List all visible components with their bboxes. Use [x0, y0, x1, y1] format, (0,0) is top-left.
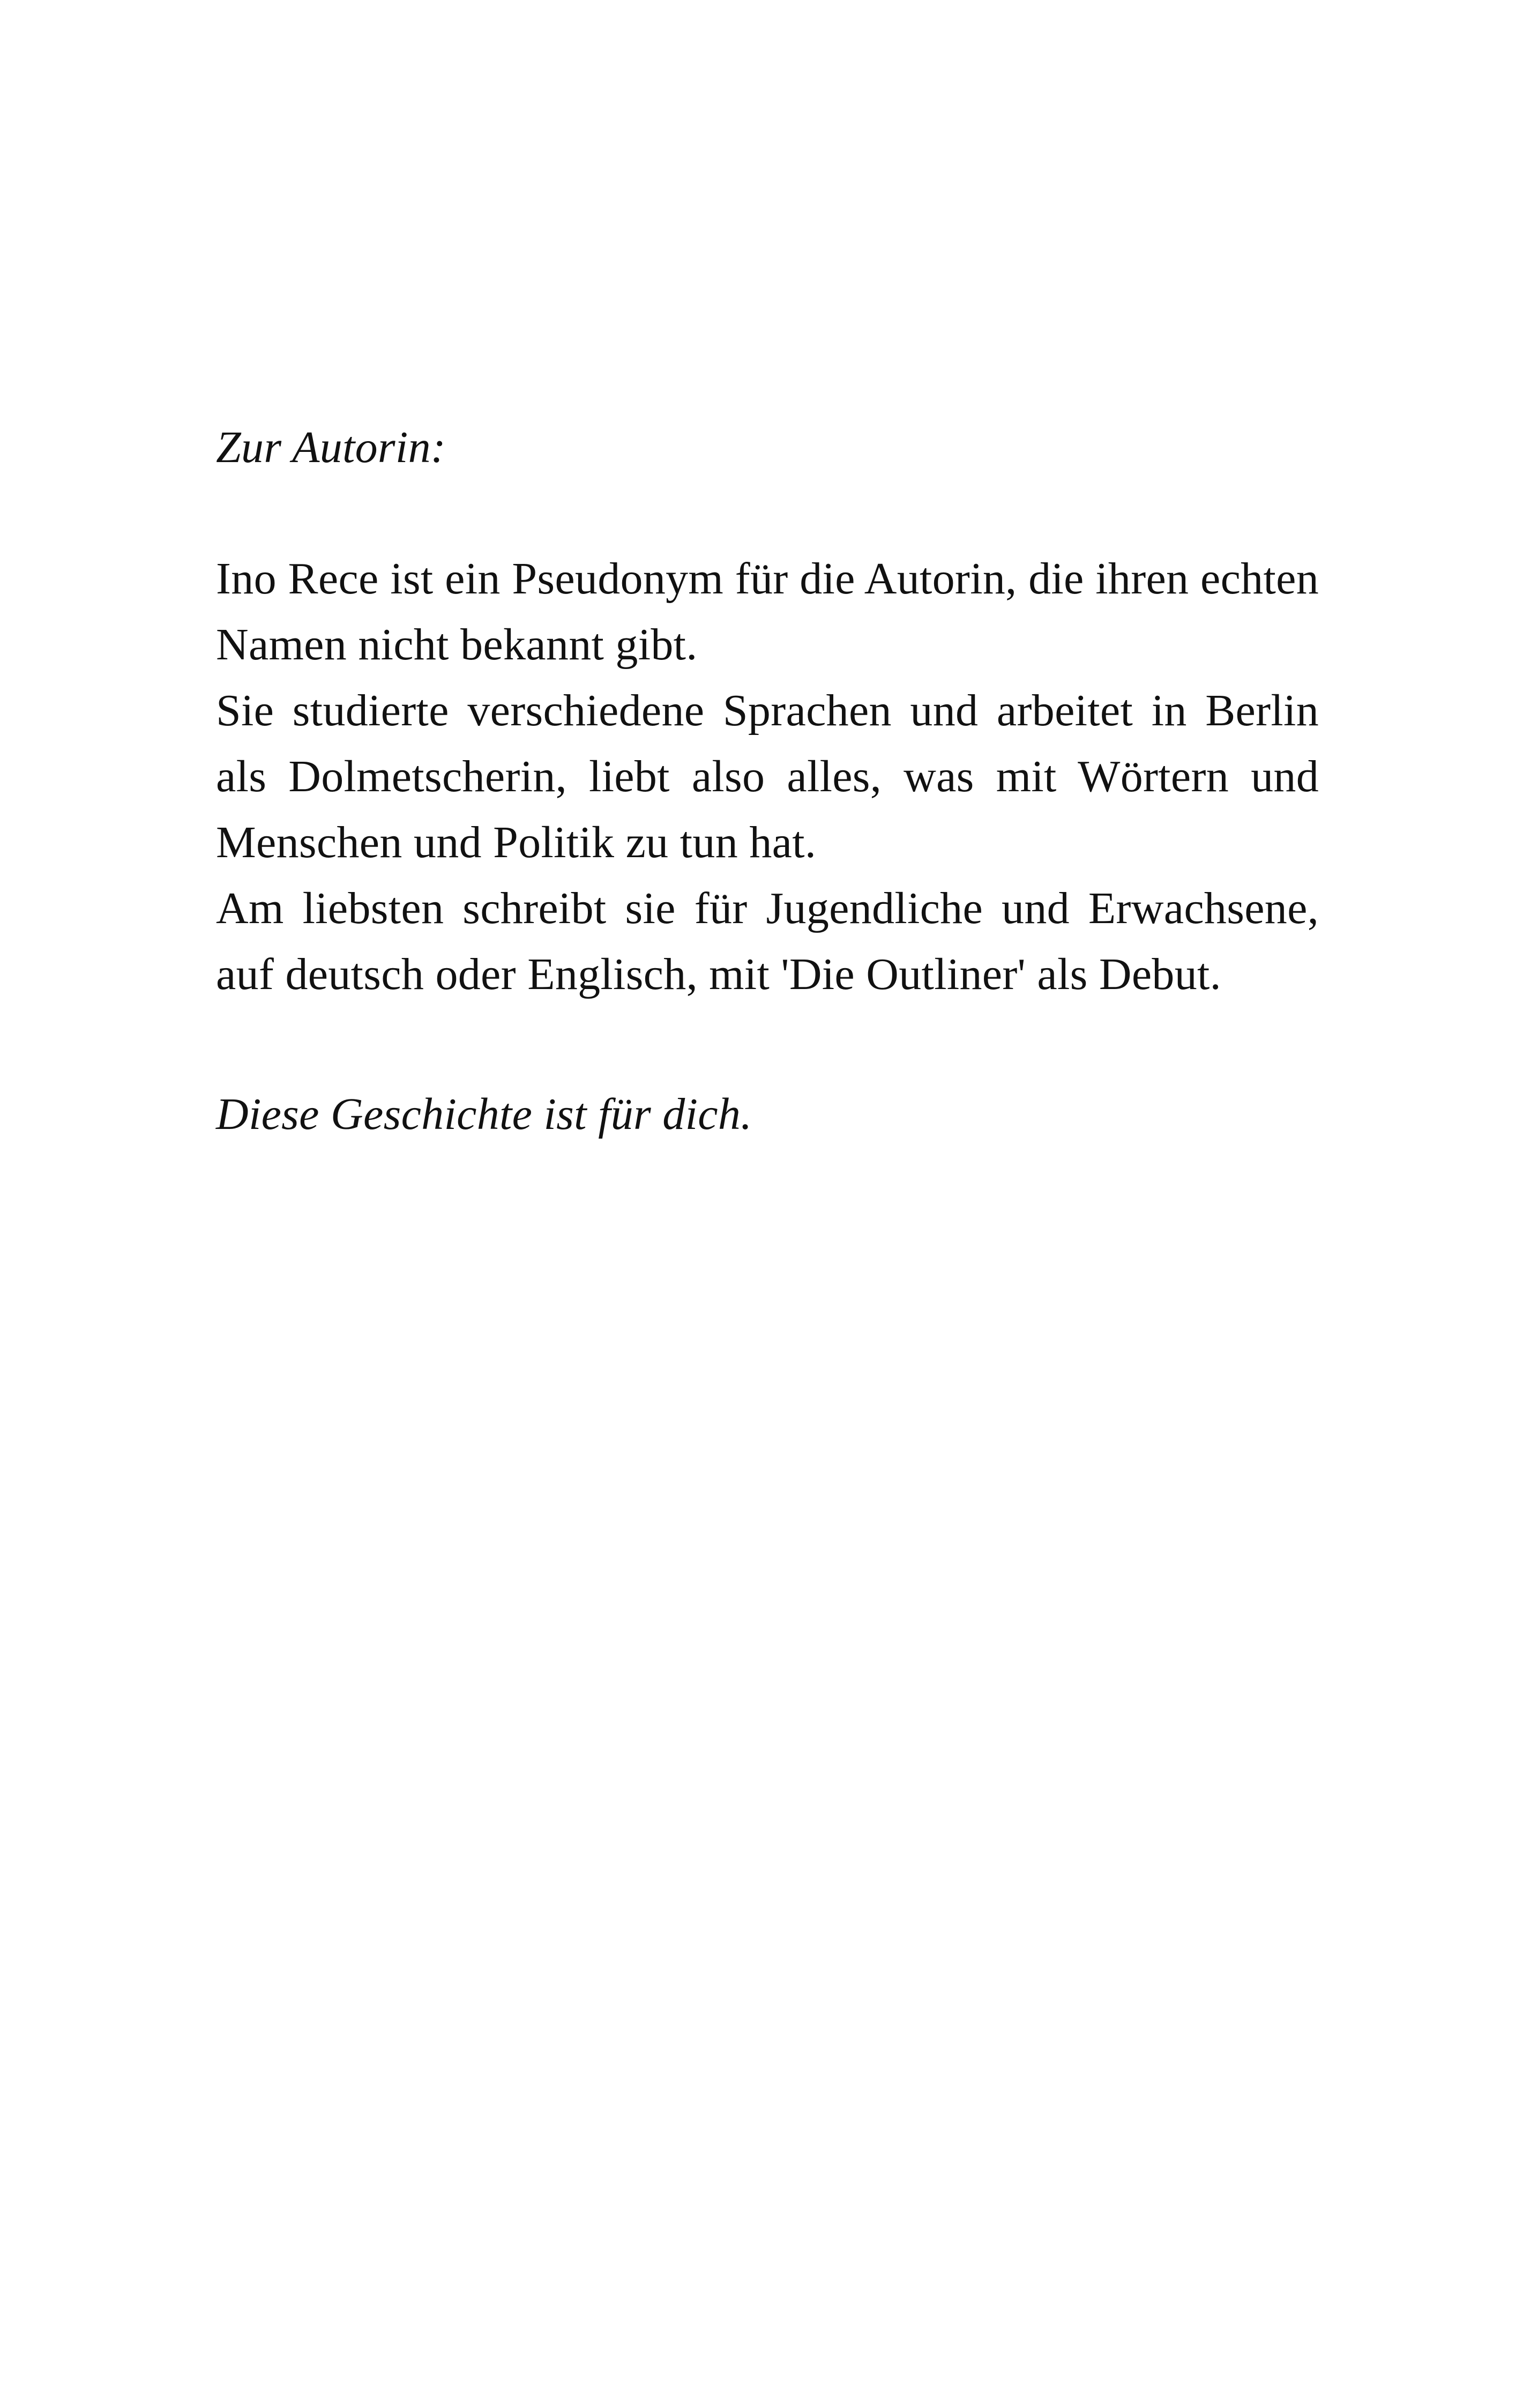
bio-paragraph-3: Am liebsten schreibt sie für Jugendliche und Erwachsene, auf deutsch oder Englisch, mit 'Die Outliner' als Debut. — [216, 883, 1319, 999]
author-note — [216, 413, 1319, 1194]
bio-paragraph-2: Sie studierte verschiedene Sprachen und arbeitet in Berlin als Dolmetscherin, liebt also alles, was mit Wörtern und Menschen und Politik zu tun hat. — [216, 686, 1319, 867]
section-heading: Zur Autorin: — [216, 422, 446, 472]
dedication: Diese Geschichte ist für dich. — [216, 1089, 752, 1139]
bio-paragraph-1: Ino Rece ist ein Pseudonym für die Autorin, die ihren echten Namen nicht bekannt gibt. — [216, 554, 1319, 670]
author-bio — [216, 546, 1319, 1007]
